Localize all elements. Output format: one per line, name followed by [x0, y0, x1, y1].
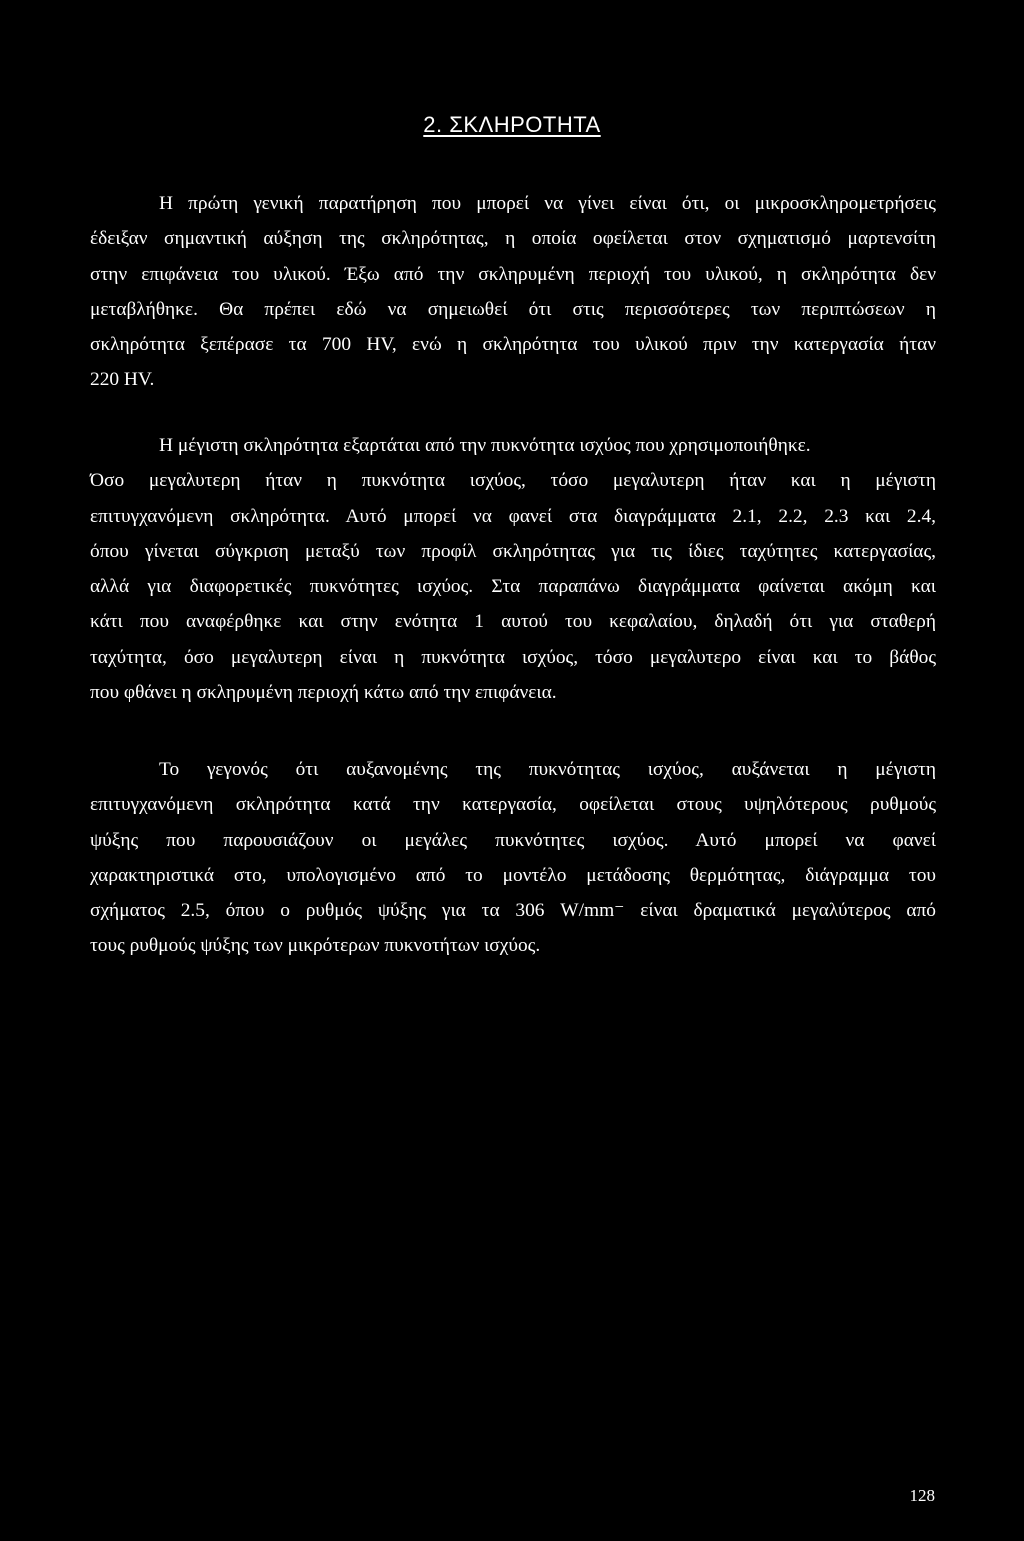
- section-title-text: 2. ΣΚΛΗΡΟΤΗΤΑ: [423, 112, 601, 137]
- text-line: επιτυγχανόμενη σκληρότητα. Αυτό μπορεί να φανεί στα διαγράμματα 2.1, 2.2, 2.3 και 2.4,: [90, 505, 936, 527]
- text-line: ψύξης που παρουσιάζουν οι μεγάλες πυκνότητες ισχύος. Αυτό μπορεί να φανεί: [90, 829, 936, 851]
- text-line: Η πρώτη γενική παρατήρηση που μπορεί να γίνει είναι ότι, οι μικροσκληρομετρήσεις: [159, 193, 936, 214]
- text-line: χαρακτηριστικά στο, υπολογισμένο από το μοντέλο μετάδοσης θερμότητας, διάγραμμα του: [90, 864, 936, 886]
- text-line: όπου γίνεται σύγκριση μεταξύ των προφίλ σκληρότητας για τις ίδιες ταχύτητες κατεργασίας,: [90, 540, 936, 562]
- text-line: σκληρότητα ξεπέρασε τα 700 HV, ενώ η σκληρότητα του υλικού πριν την κατεργασία ήταν: [90, 334, 936, 355]
- text-line: ταχύτητα, όσο μεγαλυτερη είναι η πυκνότητα ισχύος, τόσο μεγαλυτερο είναι και το βάθος: [90, 646, 936, 668]
- text-line: Το γεγονός ότι αυξανομένης της πυκνότητας ισχύος, αυξάνεται η μέγιστη: [159, 759, 936, 780]
- text-line: κάτι που αναφέρθηκε και στην ενότητα 1 αυτού του κεφαλαίου, δηλαδή ότι για σταθερή: [90, 611, 936, 633]
- text-line: επιτυγχανόμενη σκληρότητα κατά την κατεργασία, οφείλεται στους υψηλότερους ρυθμούς: [90, 794, 936, 816]
- paragraph-1: [90, 186, 936, 398]
- paragraph-3: [90, 752, 936, 964]
- page-number: 128: [909, 1486, 935, 1505]
- text-line: τους ρυθμούς ψύξης των μικρότερων πυκνοτήτων ισχύος.: [90, 935, 541, 957]
- text-line: που φθάνει η σκληρυμένη περιοχή κάτω από την επιφάνεια.: [90, 681, 557, 703]
- text-line: στην επιφάνεια του υλικού. Έξω από την σκληρυμένη περιοχή του υλικού, η σκληρότητα δεν: [90, 263, 936, 285]
- section-title: [0, 110, 1024, 140]
- text-line: 220 HV.: [90, 369, 155, 391]
- text-line: Η μέγιστη σκληρότητα εξαρτάται από την πυκνότητα ισχύος που χρησιμοποιήθηκε.: [159, 435, 811, 456]
- text-line: αλλά για διαφορετικές πυκνότητες ισχύος. Στα παραπάνω διαγράμματα φαίνεται ακόμη και: [90, 576, 936, 597]
- text-line: έδειξαν σημαντική αύξηση της σκληρότητας, η οποία οφείλεται στον σχηματισμό μαρτενσίτη: [90, 228, 936, 250]
- text-line: μεταβλήθηκε. Θα πρέπει εδώ να σημειωθεί ότι στις περισσότερες των περιπτώσεων η: [90, 298, 936, 320]
- text-line: σχήματος 2.5, όπου ο ρυθμός ψύξης για τα 306 W/mm⁻ είναι δραματικά μεγαλύτερος από: [90, 900, 936, 921]
- text-line: Όσο μεγαλυτερη ήταν η πυκνότητα ισχύος, τόσο μεγαλυτερη ήταν και η μέγιστη: [90, 470, 936, 492]
- paragraph-2: [90, 428, 936, 710]
